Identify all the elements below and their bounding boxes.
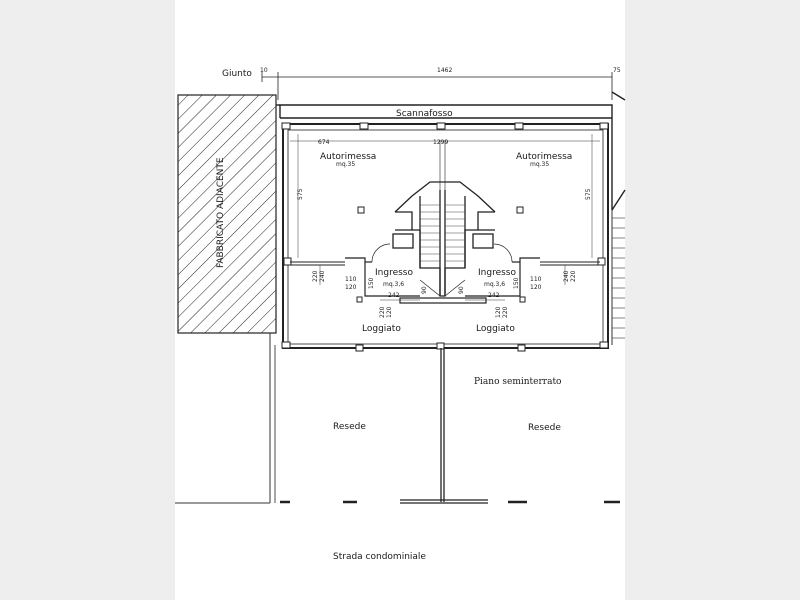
dim-l-120: 120 (345, 284, 357, 291)
dim-top-right: 75 (613, 67, 621, 74)
dim-left-240: 240 (319, 270, 326, 282)
dim-height-left: 575 (297, 188, 304, 200)
dim-l-150: 150 (368, 277, 375, 289)
dim-l-90: 90 (421, 286, 428, 294)
dim-r-90: 90 (458, 286, 465, 294)
loggiato-left-label: Loggiato (362, 324, 401, 334)
scannafosso-label: Scannafosso (396, 109, 453, 119)
dim-l-242: 242 (388, 292, 400, 299)
autorimessa-left-label: Autorimessa (320, 152, 377, 162)
resede-left-label: Resede (333, 422, 366, 432)
dim-r-120: 120 (530, 284, 542, 291)
resede-right-label: Resede (528, 423, 561, 433)
dim-top-left: 10 (260, 67, 268, 74)
loggiato-right-label: Loggiato (476, 324, 515, 334)
ingresso-right-label: Ingresso (478, 268, 516, 278)
autorimessa-right-area: mq.35 (530, 161, 550, 168)
dim-r-150: 150 (513, 277, 520, 289)
dim-bl-220: 220 (379, 306, 386, 318)
dim-r-110: 110 (530, 276, 542, 283)
dim-left-220: 220 (312, 270, 319, 282)
ingresso-left-label: Ingresso (375, 268, 413, 278)
giunto-label: Giunto (222, 69, 252, 79)
dim-bl-120: 120 (386, 306, 393, 318)
dim-l-110: 110 (345, 276, 357, 283)
ingresso-right-area: mq.3,6 (484, 281, 506, 288)
dim-right-240: 240 (563, 270, 570, 282)
fabbricato-label: FABBRICATO ADIACENTE (216, 157, 226, 268)
dim-width-center: 1299 (433, 139, 449, 146)
autorimessa-right-label: Autorimessa (516, 152, 573, 162)
dim-r-242: 242 (488, 292, 500, 299)
strada-label: Strada condominiale (333, 552, 426, 562)
dim-right-220: 220 (570, 270, 577, 282)
autorimessa-left-area: mq.35 (336, 161, 356, 168)
dim-height-right: 575 (585, 188, 592, 200)
dim-br-220: 220 (502, 306, 509, 318)
dim-br-120: 120 (495, 306, 502, 318)
ingresso-left-area: mq.3,6 (383, 281, 405, 288)
dim-top-total: 1462 (437, 67, 453, 74)
dim-width-left: 674 (318, 139, 330, 146)
piano-label: Piano seminterrato (474, 377, 562, 387)
